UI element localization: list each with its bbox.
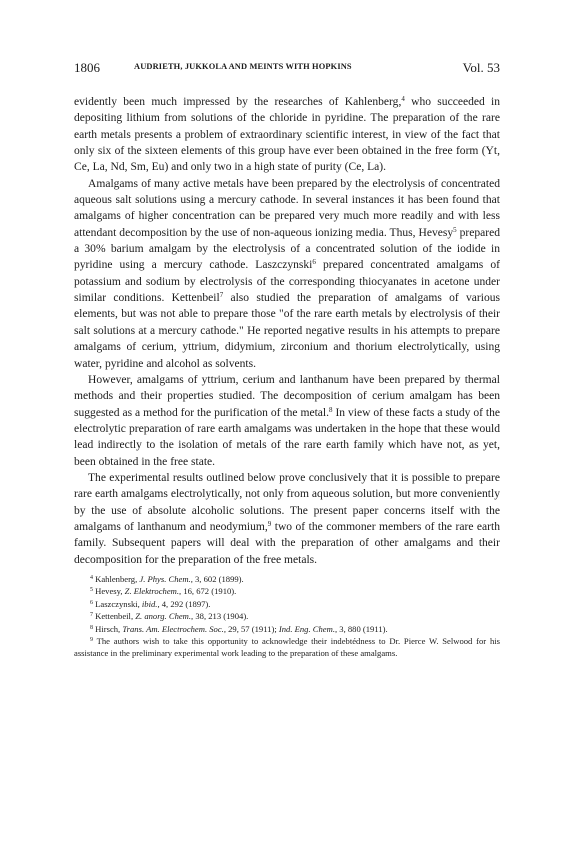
text-run: However, amalgams of yttrium, cerium and lanthanum have been prepared by thermal methods and their properties studied. The decomposition of cerium amalgam has been suggested as a method for the purification of the metal. [74,373,500,419]
footnote-marker: 5 [453,225,457,234]
footnote [74,623,500,635]
text-run: Laszczynski, [93,598,142,609]
footnote-marker: 4 [401,95,405,103]
text-run: , 16, 672 (1910). [179,586,237,597]
footnote-marker: 6 [90,599,93,606]
text-run: Amalgams of many active metals have been prepared by the electrolysis of concentrated aqueous salt solutions using a mercury cathode. In several instances it has been found that amalgams of higher concentration can be prepared very much more readily and with less attendant decomposition by the use of non-aqueous ionizing media. Thus, Hevesy [74,177,500,239]
text-run: Kettenbeil, [93,611,136,622]
footnote-marker: 9 [90,637,93,643]
text-run: , 3, 602 (1899). [190,573,244,584]
footnote-marker: 8 [329,405,333,414]
journal-title: J. Phys. Chem. [139,573,191,584]
footnote [74,598,500,610]
text-run: prepared a 30% barium amalgam by the electrolysis of a concentrated solution of the iodide in pyridine using a mercury cathode. Laszczynski [74,226,500,272]
page-number: 1806 [74,60,100,75]
running-title: AUDRIETH, JUKKOLA AND MEINTS WITH HOPKINS [134,62,352,71]
text-run: The experimental results outlined below prove conclusively that it is possible to prepare rare earth amalgams electrolytically, not only from aqueous solution, but more conveniently by the use of absolute alcoholic solutions. The present paper concerns itself with the amalgams of lanthanum and neodymium, [74,471,500,533]
footnote-marker: 8 [90,624,93,631]
journal-title: Trans. Am. Electrochem. Soc. [122,623,224,634]
body-paragraph [74,470,500,568]
text-run: prepared concentrated amalgams of potassium and sodium by electrolysis of the corresponding thiocyanates in acetone under similar conditions. Kettenbeil [74,259,500,305]
volume-label: Vol. 53 [462,60,500,75]
text-run: The authors wish to take this opportunity to acknowledge their indebtédness to Dr. Pierce W. Selwood for his assistance in the preliminary experimental work leading to the preparation of these amalgams. [74,636,500,659]
footnote [74,635,500,660]
text-run: , 4, 292 (1897). [157,598,211,609]
text-run: Hevesy, [93,586,125,597]
text-run: , 38, 213 (1904). [191,611,249,622]
text-run: , 29, 57 (1911); [223,623,279,634]
footnote-marker: 7 [219,291,224,300]
footnote [74,573,500,585]
text-run: Hirsch, [93,623,123,634]
journal-title: ibid. [141,598,158,609]
text-run: also studied the preparation of amalgams of various elements, but was not able to prepare those "of the rare earth metals by electrolysis of their salt solutions at a mercury cathode." He reported negative results in his attempts to prepare amalgams of cerium, yttrium, didymium, zirconium and thorium electrolytically, using water, pyridine and alcohol as solvents. [74,292,501,370]
body-text [74,94,500,568]
footnote [74,610,500,622]
text-run: In view of these facts a study of the electrolytic preparation of rare earth amalgams was undertaken in the hope that these would lead indirectly to the isolation of metals of the rare earth family which have not, as yet, been obtained in the free state. [74,406,500,468]
footnote-marker: 6 [312,258,316,267]
body-paragraph [74,372,500,470]
body-paragraph [74,176,500,372]
text-run: , 3, 880 (1911). [334,623,388,634]
journal-title: Z. Elektrochem. [124,586,180,597]
running-header [74,60,500,78]
footnote-marker: 5 [90,587,93,594]
text-run: evidently been much impressed by the researches of Kahlenberg, [74,96,402,108]
footnote-marker: 4 [90,574,93,581]
footnotes [74,573,500,660]
footnote [74,585,500,597]
text-run: who succeeded in depositing lithium from solutions of the chloride in pyridine. The preparation of the rare earth metals presents a problem of extraordinary scientific interest, in view of the fact that only six of the sixteen elements of this group have ever been obtained in the free form (Yt, Ce, La, Nd, Sm, Eu) and only two in a high state of purity (Ce, La). [74,96,500,174]
text-run: two of the commoner members of the rare earth family. Subsequent papers will deal with the preparation of other amalgams and their decomposition for the preparation of the free metals. [74,520,500,566]
body-paragraph [74,94,500,176]
text-run: Kahlenberg, [93,573,140,584]
journal-title: Z. anorg. Chem. [135,611,192,622]
journal-title: Ind. Eng. Chem. [278,623,335,634]
footnote-marker: 7 [90,612,93,619]
journal-page [74,60,500,660]
footnote-marker: 9 [267,519,272,528]
